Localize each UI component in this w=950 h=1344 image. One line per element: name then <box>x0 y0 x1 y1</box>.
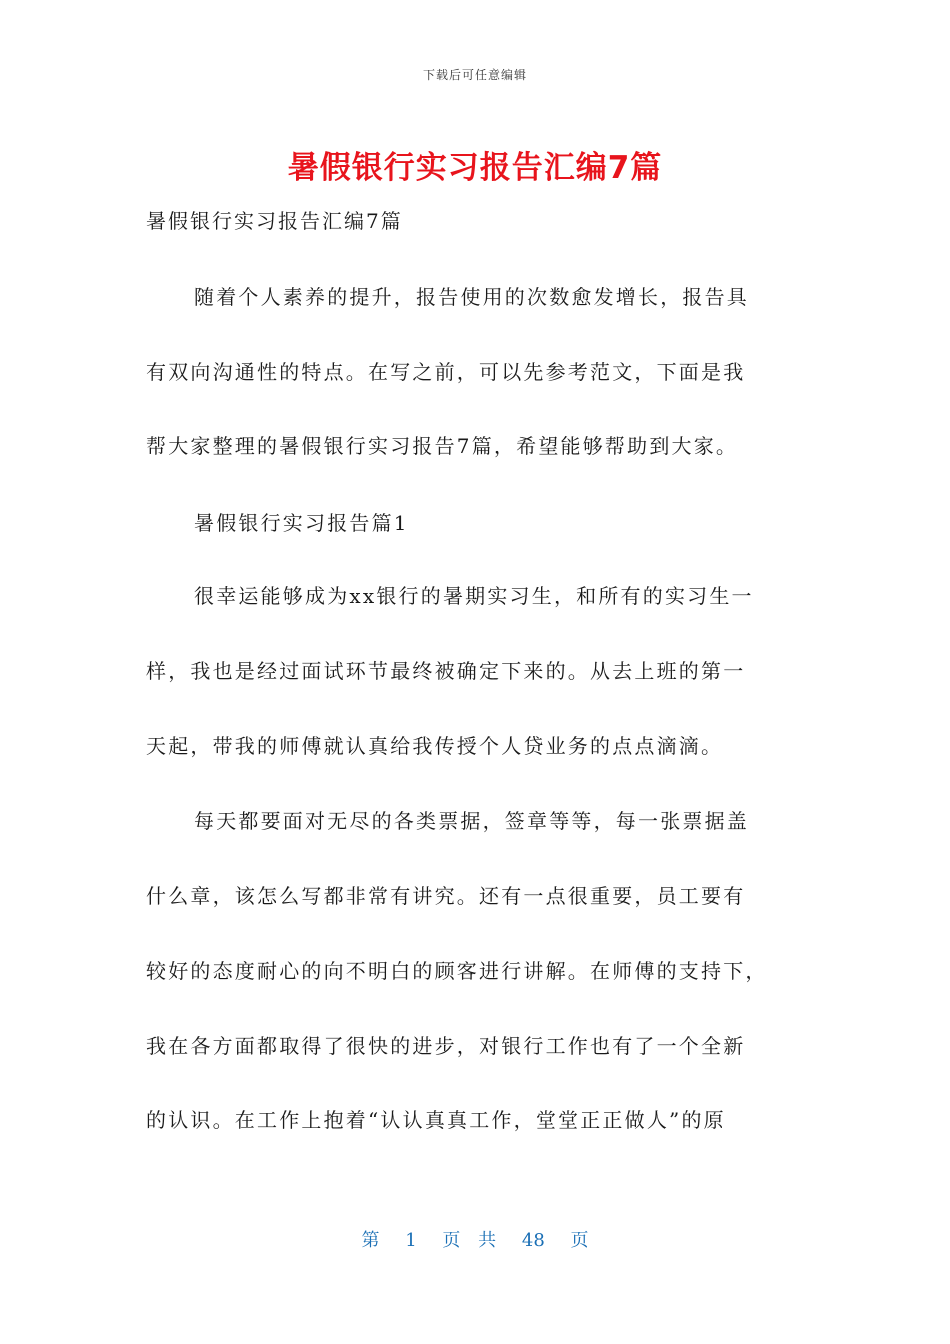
paragraph-line: 天起，带我的师傅就认真给我传授个人贷业务的点点滴滴。 <box>146 734 724 758</box>
paragraph-line: 随着个人素养的提升，报告使用的次数愈发增长，报告具 <box>194 285 749 309</box>
header-note: 下载后可任意编辑 <box>422 68 527 82</box>
footer-total-pages: 48 <box>521 1230 545 1251</box>
section-heading: 暑假银行实习报告篇1 <box>194 511 409 535</box>
footer-prefix: 第 <box>361 1230 380 1251</box>
document-title: 暑假银行实习报告汇编7篇 <box>287 150 663 186</box>
paragraph-line: 样，我也是经过面试环节最终被确定下来的。从去上班的第一 <box>146 659 746 683</box>
footer-suffix: 页 <box>570 1230 589 1251</box>
paragraph-line: 有双向沟通性的特点。在写之前，可以先参考范文，下面是我 <box>146 360 746 384</box>
paragraph-line: 每天都要面对无尽的各类票据，签章等等，每一张票据盖 <box>194 809 749 833</box>
document-subtitle: 暑假银行实习报告汇编7篇 <box>146 209 403 233</box>
paragraph-line: 帮大家整理的暑假银行实习报告7篇，希望能够帮助到大家。 <box>146 434 739 458</box>
paragraph-line: 我在各方面都取得了很快的进步，对银行工作也有了一个全新 <box>146 1034 746 1058</box>
paragraph-line: 较好的态度耐心的向不明白的顾客进行讲解。在师傅的支持下， <box>146 959 768 983</box>
paragraph-line: 的认识。在工作上抱着“认认真真工作，堂堂正正做人”的原 <box>146 1108 726 1132</box>
page-footer <box>0 1226 950 1252</box>
paragraph-line: 很幸运能够成为xx银行的暑期实习生，和所有的实习生一 <box>194 584 754 608</box>
footer-middle: 页 共 <box>442 1230 497 1251</box>
footer-page-number: 1 <box>405 1230 417 1251</box>
paragraph-line: 什么章，该怎么写都非常有讲究。还有一点很重要，员工要有 <box>146 884 746 908</box>
